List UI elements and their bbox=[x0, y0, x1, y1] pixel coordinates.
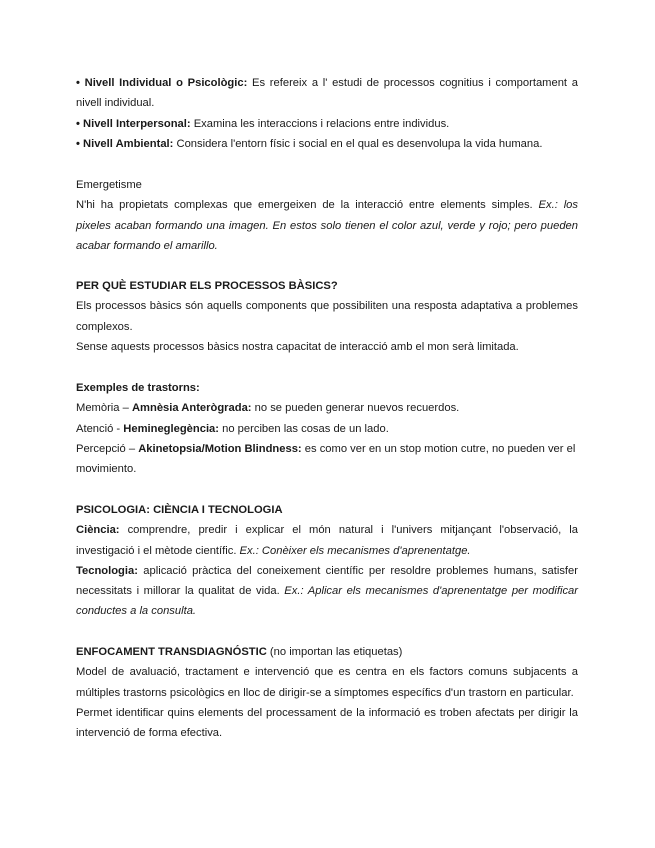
enfocament-section bbox=[76, 642, 578, 743]
emergetisme-example: Ex.: los pixeles acaban formando una imagen. En estos solo tienen el color azul, verde y rojo; pero pueden acabar formando el amarillo. bbox=[76, 199, 578, 252]
exemple-text: no se pueden generar nuevos recuerdos. bbox=[251, 402, 460, 415]
exemple-term: Akinetopsia/Motion Blindness: bbox=[138, 442, 302, 455]
exemple-text: no perciben las cosas de un lado. bbox=[219, 422, 389, 435]
level-label: • Nivell Interpersonal: bbox=[76, 117, 191, 130]
per-que-paragraph-1: Els processos bàsics són aquells components que possibiliten una resposta adaptativa a problemes complexos. bbox=[76, 300, 578, 333]
enfocament-paragraph-2: Permet identificar quins elements del processament de la informació es troben afectats per dirigir la intervenció de forma efectiva. bbox=[76, 706, 578, 740]
exemple-domain: Atenció - bbox=[76, 422, 124, 435]
enfocament-heading-line bbox=[76, 642, 578, 662]
enfocament-note: (no importan las etiquetas) bbox=[266, 646, 403, 658]
exemples-section bbox=[76, 378, 578, 479]
emergetisme-text: N'hi ha propietats complexas que emergeixen de la interacció entre elements simples. bbox=[76, 199, 539, 212]
level-item bbox=[76, 114, 578, 134]
level-text: Examina les interaccions i relacions entre individus. bbox=[190, 117, 450, 130]
psicologia-heading: PSICOLOGIA: CIÈNCIA I TECNOLOGIA bbox=[76, 504, 283, 516]
exemple-term: Amnèsia Anterògrada: bbox=[131, 402, 252, 415]
exemples-heading: Exemples de trastorns: bbox=[76, 382, 200, 394]
tecnologia-label: Tecnologia: bbox=[76, 564, 138, 577]
level-label: • Nivell Ambiental: bbox=[76, 137, 174, 150]
enfocament-paragraph-1: Model de avaluació, tractament e intervenció que es centra en els factors comuns subjacents a múltiples trastorns psicològics en lloc de dirigir-se a símptomes específics d'un trastorn en particular. bbox=[76, 666, 578, 699]
emergetisme-section bbox=[76, 175, 578, 256]
level-text: Es refereix a l' estudi de processos cognitius i comportament a nivell individual. bbox=[76, 77, 578, 110]
ciencia-paragraph bbox=[76, 520, 578, 561]
per-que-paragraph-2: Sense aquests processos bàsics nostra capacitat de interacció amb el mon serà limitada. bbox=[76, 340, 519, 353]
ciencia-label: Ciència: bbox=[76, 524, 120, 537]
ciencia-example: Ex.: Conèixer els mecanismes d'aprenentatge. bbox=[239, 544, 471, 557]
tecnologia-text: aplicació pràctica del coneixement científic per resoldre problemes humans, satisfer necessitats i millorar la qualitat de vida. bbox=[76, 564, 578, 598]
exemple-term: Hemineglegència: bbox=[123, 422, 220, 435]
per-que-heading: PER QUÈ ESTUDIAR ELS PROCESSOS BÀSICS? bbox=[76, 280, 338, 292]
level-label: • Nivell Individual o Psicològic: bbox=[76, 77, 248, 89]
emergetisme-paragraph bbox=[76, 195, 578, 256]
level-item bbox=[76, 134, 578, 154]
per-que-section bbox=[76, 276, 578, 357]
ciencia-text: comprendre, predir i explicar el món natural i l'univers mitjançant l'observació, la investigació i el mètode científic. bbox=[76, 524, 578, 557]
emergetisme-title: Emergetisme bbox=[76, 179, 142, 191]
level-item bbox=[76, 73, 578, 114]
exemple-text: es como ver en un stop motion cutre, no pueden ver el movimiento. bbox=[76, 442, 576, 476]
exemple-item bbox=[76, 398, 578, 418]
tecnologia-paragraph bbox=[76, 561, 578, 622]
exemple-domain: Memòria – bbox=[76, 402, 132, 415]
exemple-item bbox=[76, 419, 578, 439]
exemple-domain: Percepció – bbox=[76, 442, 139, 455]
psicologia-section bbox=[76, 500, 578, 622]
exemple-item bbox=[76, 439, 578, 480]
tecnologia-example: Ex.: Aplicar els mecanismes d'aprenentatge per modificar conductes a la consulta. bbox=[76, 585, 578, 618]
enfocament-heading: ENFOCAMENT TRANSDIAGNÓSTIC bbox=[76, 646, 267, 658]
level-text: Considera l'entorn físic i social en el qual es desenvolupa la vida humana. bbox=[173, 137, 543, 150]
levels-list bbox=[76, 73, 578, 154]
